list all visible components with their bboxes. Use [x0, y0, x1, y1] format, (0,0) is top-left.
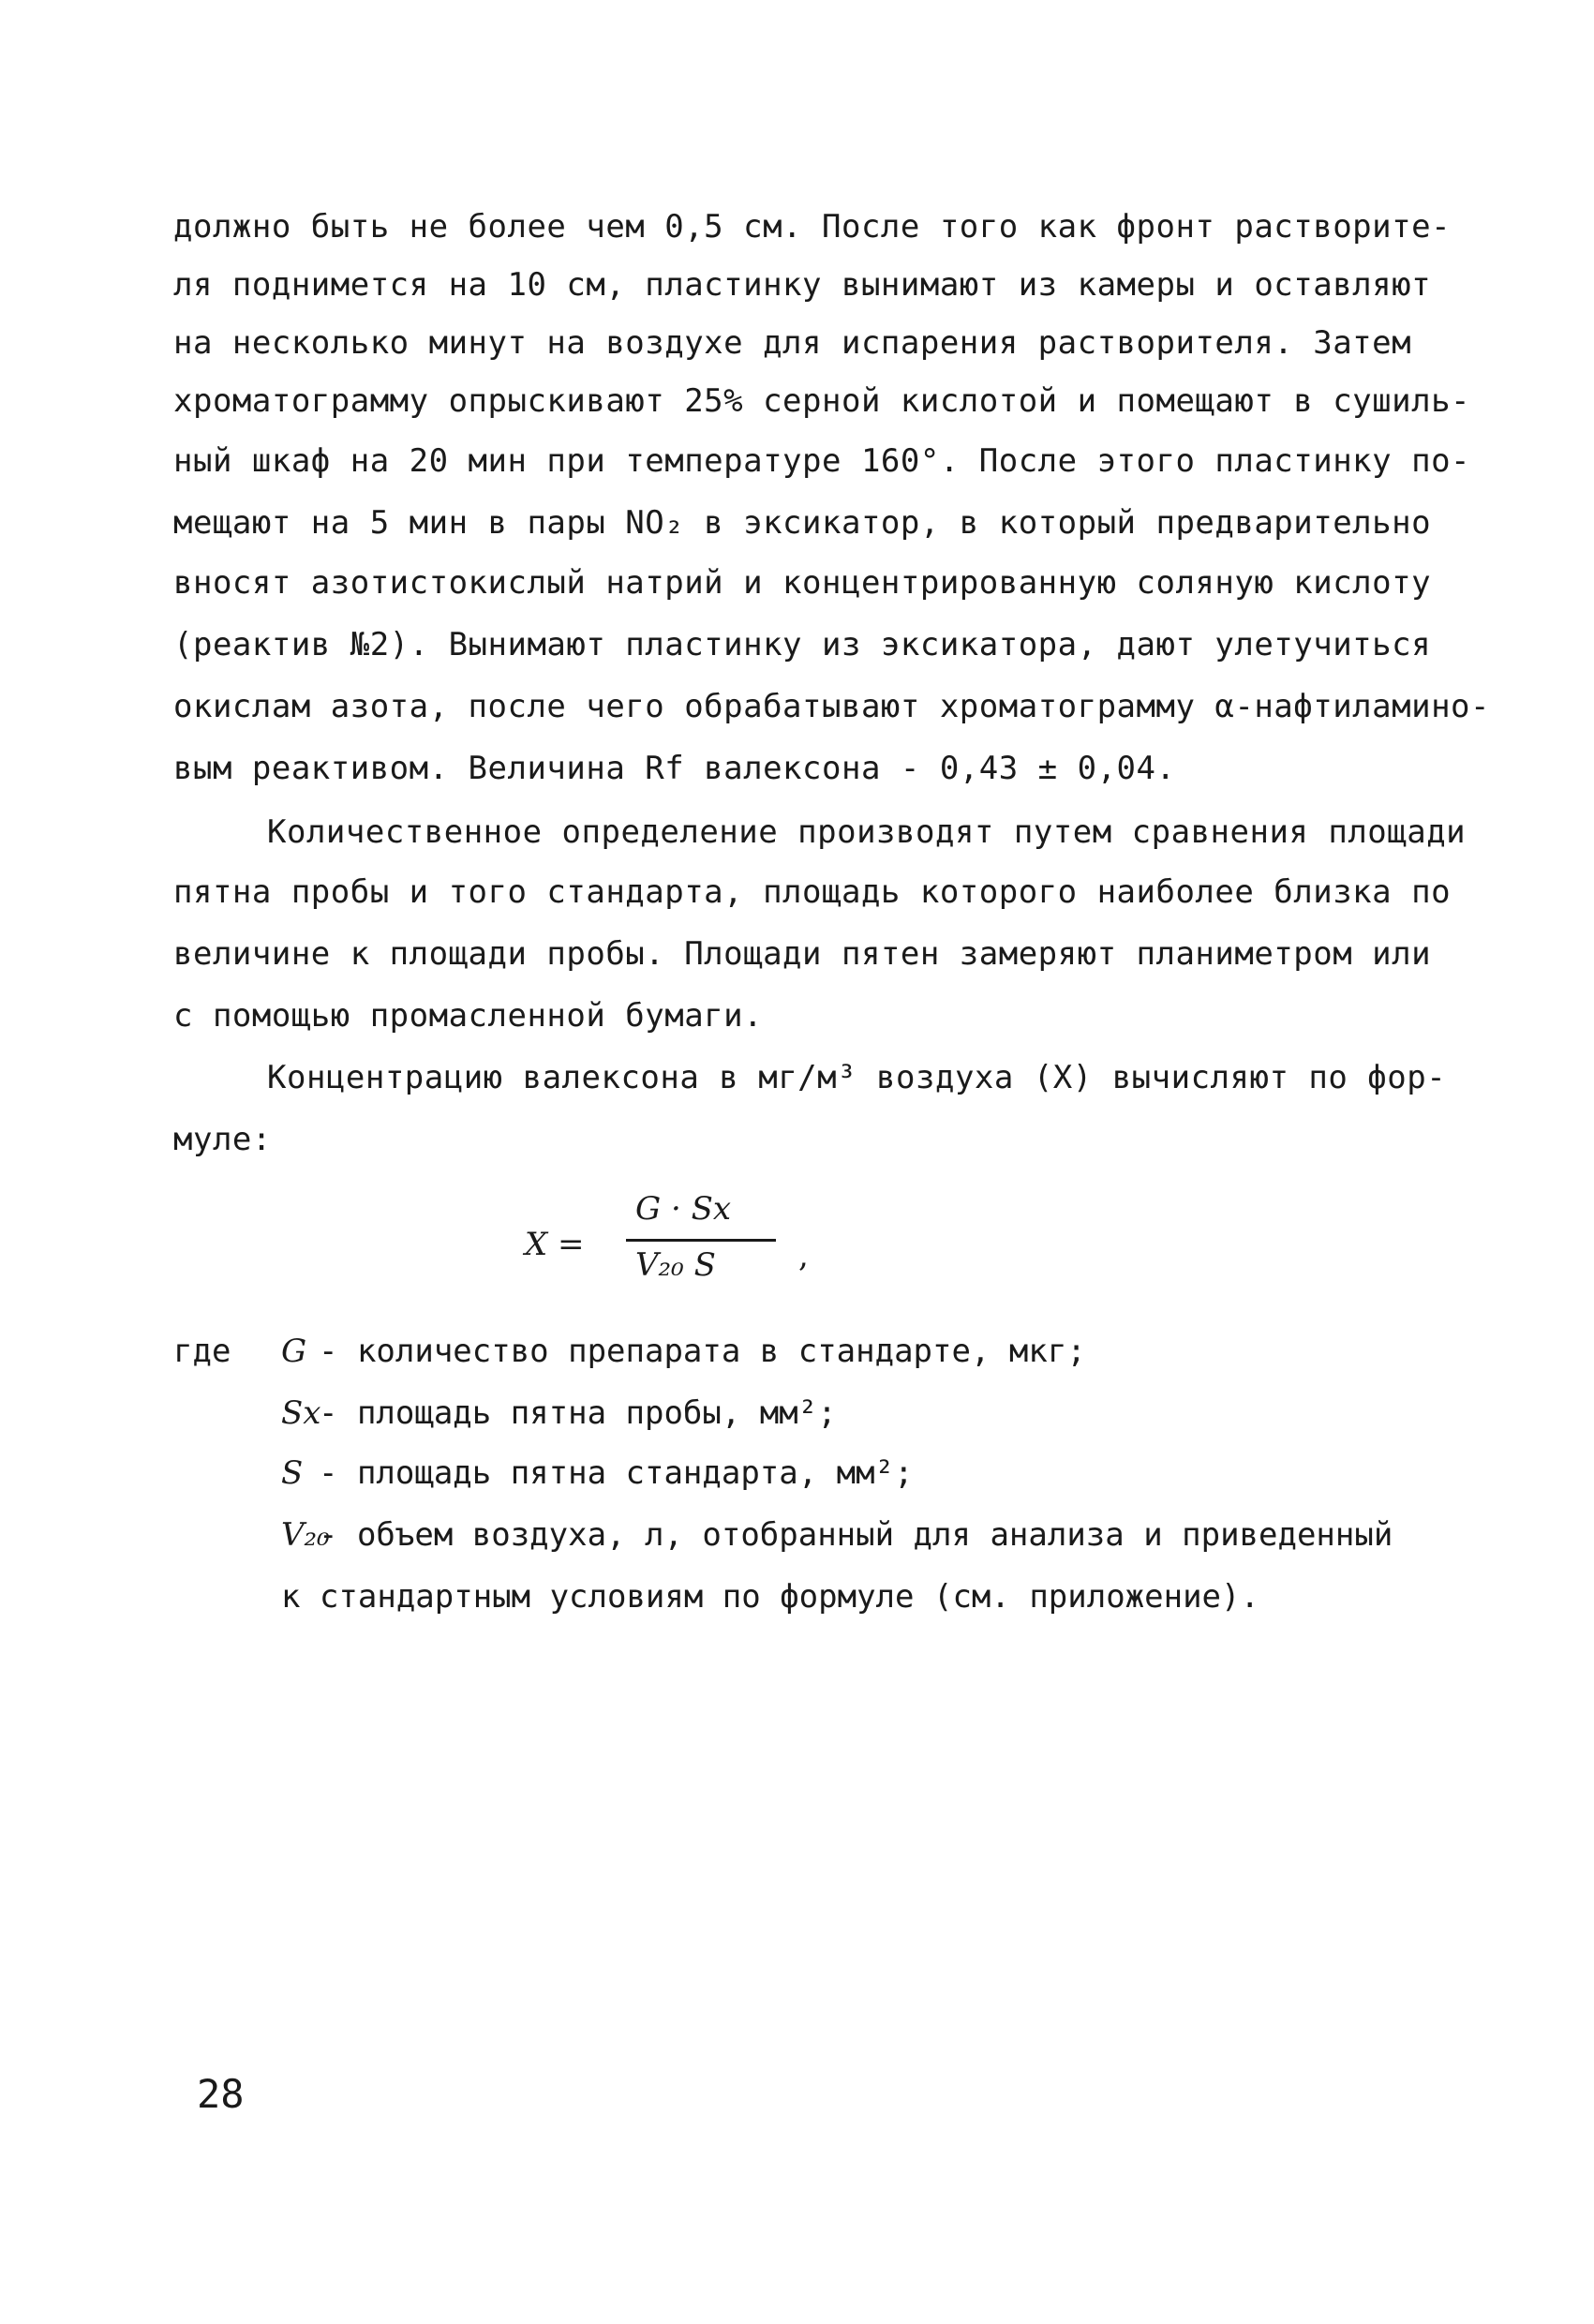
text-line: вносят азотистокислый натрий и концентрированную соляную кислоту — [173, 564, 1432, 602]
formula-lhs: X = — [525, 1226, 585, 1263]
text-line: величине к площади пробы. Площади пятен замеряют планиметром или — [173, 935, 1432, 973]
text-line: с помощью промасленной бумаги. — [173, 997, 764, 1035]
formula-comma: , — [798, 1237, 809, 1274]
legend-description: - площадь пятна пробы, мм²; — [319, 1394, 837, 1432]
legend-description: - объем воздуха, л, отобранный для анализа и приведенный — [319, 1516, 1393, 1554]
fraction-bar — [626, 1239, 776, 1242]
text-line: пятна пробы и того стандарта, площадь которого наиболее близка по — [173, 873, 1452, 911]
text-line: должно быть не более чем 0,5 см. После того как фронт растворите- — [173, 208, 1452, 246]
legend-symbol: Sx — [281, 1394, 321, 1432]
legend-symbol: G — [281, 1333, 307, 1370]
text-line: мещают на 5 мин в пары NO₂ в эксикатор, в который предварительно — [173, 504, 1432, 542]
legend-symbol: S — [281, 1454, 304, 1492]
text-line: (реактив №2). Вынимают пластинку из эксикатора, дают улетучиться — [173, 626, 1432, 663]
where-label: где — [173, 1333, 231, 1370]
text-line: муле: — [173, 1121, 272, 1158]
formula-denominator: V₂₀ S — [635, 1246, 716, 1284]
legend-description-continued: к стандартным условиям по формуле (см. приложение). — [281, 1578, 1259, 1616]
page-number: 28 — [197, 2071, 245, 2117]
legend-description: - площадь пятна стандарта, мм²; — [319, 1454, 914, 1492]
text-line: ный шкаф на 20 мин при температуре 160°. После этого пластинку по- — [173, 442, 1471, 480]
text-line: Концентрацию валексона в мг/м³ воздуха (X) вычисляют по фор- — [267, 1059, 1447, 1096]
legend-description: - количество препарата в стандарте, мкг; — [319, 1333, 1086, 1370]
text-line: окислам азота, после чего обрабатывают хроматограмму α-нафтиламино- — [173, 688, 1490, 725]
text-line: хроматограмму опрыскивают 25% серной кислотой и помещают в сушиль- — [173, 382, 1471, 420]
text-line: вым реактивом. Величина Rf валексона - 0,43 ± 0,04. — [173, 750, 1176, 787]
formula-numerator: G · Sx — [635, 1190, 732, 1228]
text-line: ля поднимется на 10 см, пластинку вынимают из камеры и оставляют — [173, 266, 1432, 304]
text-line: на несколько минут на воздухе для испарения растворителя. Затем — [173, 324, 1412, 362]
concentration-formula — [525, 1190, 843, 1303]
text-line: Количественное определение производят путем сравнения площади — [267, 813, 1467, 851]
legend-symbol: V₂₀ — [281, 1516, 330, 1554]
